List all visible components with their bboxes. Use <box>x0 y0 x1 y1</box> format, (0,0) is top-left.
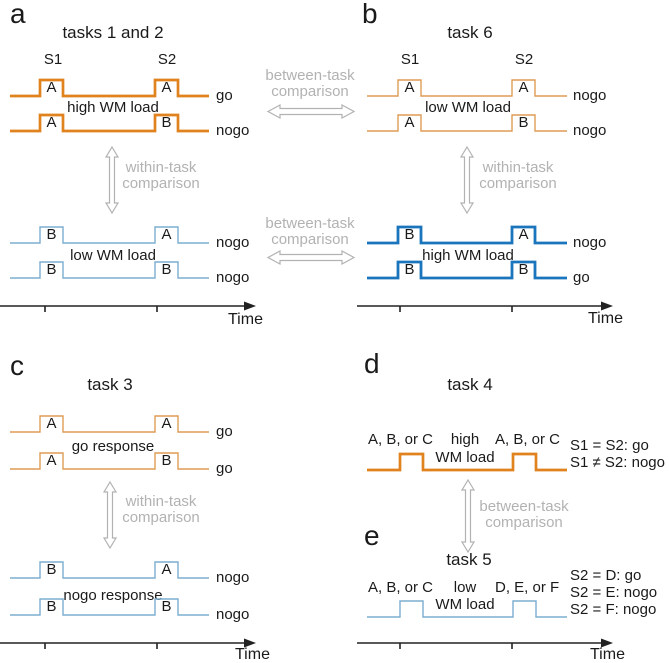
stimulus-letter: B <box>518 261 529 278</box>
panel-a-group2-label: low WM load <box>70 247 156 264</box>
within-task-text-line1: within-task <box>482 159 554 176</box>
waveform-e <box>367 598 573 620</box>
stimulus-letter: B <box>404 226 415 243</box>
panel-e-rule: S2 = D: go <box>570 567 642 584</box>
panel-b-title: task 6 <box>447 23 493 42</box>
panel-e-title: task 5 <box>446 550 492 569</box>
panel-c-group2-label: nogo response <box>63 587 163 604</box>
between-task-text-line2: comparison <box>271 83 349 100</box>
stimulus-letter: A <box>404 114 415 131</box>
panel-d-letter: d <box>364 348 380 379</box>
panel-a-letter: a <box>10 0 26 29</box>
between-task-text-line1: between-task <box>265 215 355 232</box>
panel-d-title: task 4 <box>447 375 493 394</box>
within-task-text-line2: comparison <box>122 509 200 526</box>
time-axis-c-label: Time <box>235 646 270 663</box>
response-label: nogo <box>216 569 250 586</box>
stimulus-letter: A <box>161 415 172 432</box>
within-task-text-line1: within-task <box>125 159 197 176</box>
panel-a-group1-label: high WM load <box>67 99 159 116</box>
panel-d-rule: S1 ≠ S2: nogo <box>570 454 665 471</box>
stimulus-letter: A <box>518 79 529 96</box>
between-task-text-line1: between-task <box>265 67 355 84</box>
stimulus-letter: B <box>46 598 57 615</box>
panel-d-right-stimulus: A, B, or C <box>495 431 561 448</box>
time-axis-e <box>357 636 619 652</box>
response-label: go <box>216 87 233 104</box>
panel-b-group2-label: high WM load <box>422 247 514 264</box>
panel-e-left-stimulus: A, B, or C <box>368 579 434 596</box>
stimulus-letter: A <box>46 415 57 432</box>
stimulus-letter: B <box>404 261 415 278</box>
within-task-text-line2: comparison <box>479 175 557 192</box>
time-axis-b <box>357 299 619 315</box>
panel-e-load-word: low <box>453 579 477 596</box>
stimulus-letter: B <box>161 598 172 615</box>
between-task-text-line2: comparison <box>485 514 563 531</box>
stimulus-letter: B <box>518 114 529 131</box>
panel-a-s1-label: S1 <box>43 51 63 68</box>
stimulus-letter: A <box>46 79 57 96</box>
response-label: nogo <box>216 234 250 251</box>
panel-c-title: task 3 <box>87 375 133 394</box>
time-axis-c <box>0 636 270 652</box>
response-label: nogo <box>216 122 250 139</box>
stimulus-letter: A <box>46 114 57 131</box>
panel-d-left-stimulus: A, B, or C <box>368 431 434 448</box>
stimulus-letter: B <box>46 226 57 243</box>
stimulus-letter: B <box>161 452 172 469</box>
stimulus-letter: B <box>161 114 172 131</box>
response-label: nogo <box>573 234 607 251</box>
response-label: nogo <box>216 606 250 623</box>
stimulus-letter: B <box>46 561 57 578</box>
stimulus-letter: B <box>46 261 57 278</box>
stimulus-letter: B <box>161 261 172 278</box>
response-label: nogo <box>216 269 250 286</box>
panel-d-load-line2: WM load <box>435 449 495 466</box>
stimulus-letter: A <box>46 452 57 469</box>
panel-e-rule: S2 = E: nogo <box>570 584 658 601</box>
panel-d-load-word: high <box>450 431 480 448</box>
panel-a-s2-label: S2 <box>157 51 177 68</box>
time-axis-e-label: Time <box>590 646 625 663</box>
response-label: nogo <box>573 122 607 139</box>
time-axis-a-label: Time <box>228 311 263 328</box>
stimulus-letter: A <box>161 226 172 243</box>
panel-e-letter: e <box>364 520 380 551</box>
between-task-text-line2: comparison <box>271 231 349 248</box>
between-task-text-line1: between-task <box>479 498 569 515</box>
panel-e-load-line2: WM load <box>435 596 495 613</box>
panel-c-letter: c <box>10 350 24 381</box>
response-label: nogo <box>573 87 607 104</box>
panel-e-rule: S2 = F: nogo <box>570 601 657 618</box>
panel-c-group1-label: go response <box>71 438 155 455</box>
panel-b-s1-label: S1 <box>400 51 420 68</box>
panel-d-rule: S1 = S2: go <box>570 437 649 454</box>
stimulus-letter: A <box>518 226 529 243</box>
response-label: go <box>216 423 233 440</box>
panel-e-right-stimulus: D, E, or F <box>495 579 560 596</box>
stimulus-letter: A <box>404 79 415 96</box>
response-label: go <box>573 269 590 286</box>
response-label: go <box>216 460 233 477</box>
within-task-text-line2: comparison <box>122 175 200 192</box>
stimulus-letter: A <box>161 561 172 578</box>
stimulus-letter: A <box>161 79 172 96</box>
time-axis-b-label: Time <box>588 310 623 327</box>
panel-a-title: tasks 1 and 2 <box>62 23 164 42</box>
panel-b-group1-label: low WM load <box>425 99 511 116</box>
panel-b-s2-label: S2 <box>514 51 534 68</box>
between-task-arrow-upper <box>266 103 356 120</box>
panel-b-letter: b <box>362 0 378 29</box>
within-task-text-line1: within-task <box>125 493 197 510</box>
between-task-arrow-lower <box>266 249 356 266</box>
waveform-d <box>367 451 573 473</box>
